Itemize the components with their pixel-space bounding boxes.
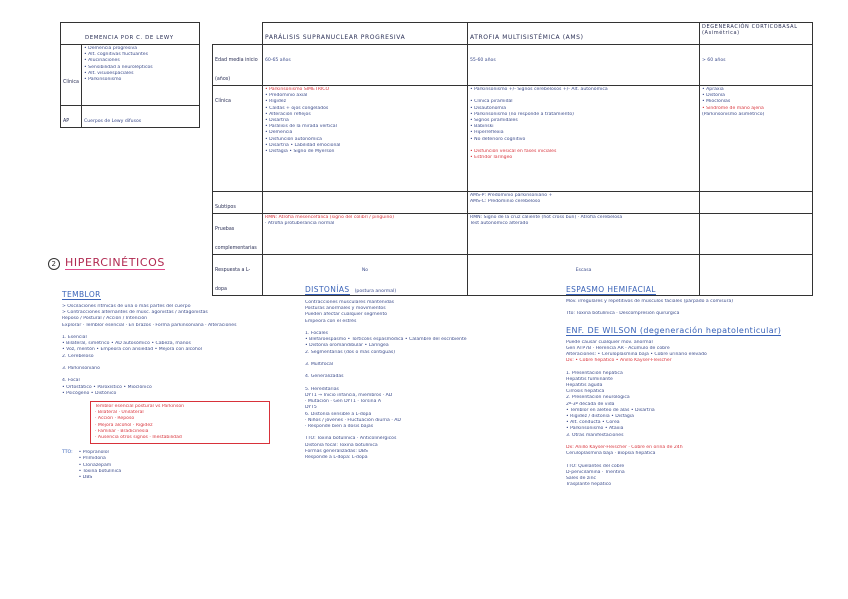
parkinsonism-table-wrap bbox=[212, 22, 812, 296]
clinica-psp-line: • Predominio axial bbox=[265, 93, 308, 99]
temblor-box-lines bbox=[95, 404, 265, 441]
cell-ldopa-psp: No bbox=[361, 268, 369, 273]
clinica-dcb-line: • Mioclonías bbox=[702, 99, 731, 105]
clinica-psp-line: • Alteración reflejos bbox=[265, 111, 311, 117]
lewy-clinica-item: • Alt. cognitivas fluctuantes bbox=[84, 52, 149, 58]
distonias-subtitle: (postura anormal) bbox=[354, 289, 397, 294]
wilson-line: Ceruloplasmina baja · Biopsia hepática bbox=[566, 451, 656, 457]
lewy-clinica-item: • Sensibilidad a neurolépticos bbox=[84, 64, 153, 70]
cell-subtipos-ams bbox=[470, 193, 697, 205]
distonias-line: Posturas anormales y movimientos bbox=[305, 306, 386, 312]
distonias-line: • Blefaroespasmo • Tortícolis espasmódica • Calambre del escribiente bbox=[305, 337, 467, 343]
temblor-lines bbox=[62, 304, 287, 397]
temblor-line: • Voz, mentón • Empeora con ansiedad • Mejora con alcohol bbox=[62, 347, 202, 353]
cell-clinica-psp bbox=[265, 87, 465, 155]
espasmo-title: ESPASMO HEMIFACIAL bbox=[566, 285, 656, 294]
distonias-line: 4. Generalizadas bbox=[305, 374, 344, 380]
distonias-line: Empeora con el estrés bbox=[305, 318, 357, 324]
temblor-line: 2. Cerebeloso bbox=[62, 353, 94, 359]
row-label-subtipos: Subtipos bbox=[215, 205, 236, 210]
lewy-clinica-item: • Parkinsonismo bbox=[84, 77, 122, 83]
wilson-line: Hepatitis aguda bbox=[566, 383, 603, 389]
pruebas-psp-line: RMN: Atrofia mesencefálica (signo del colibrí / pingüino) bbox=[265, 215, 394, 220]
table-row-clinica bbox=[213, 86, 813, 192]
temblor-box-line: · Familiar · Bradicinesia bbox=[95, 428, 149, 434]
wilson-line: Hepatitis fulminante bbox=[566, 376, 613, 382]
wilson-line: • Temblor en aleteo de alas • Disartria bbox=[566, 407, 655, 413]
lewy-card bbox=[60, 22, 200, 128]
clinica-psp-line: • Parkinsonismo SIMÉTRICO bbox=[265, 87, 330, 92]
header-dcb-text: DEGENERACIÓN CORTICOBASAL (Asimétrica) bbox=[702, 24, 798, 36]
distonias-line: 1. Focales bbox=[305, 331, 328, 337]
distonias-line: TTO: Toxina botulínica · Anticolinérgicos bbox=[305, 436, 397, 442]
clinica-psp-line: • Caídas + ojos congelados bbox=[265, 105, 329, 111]
clinica-ams-line: • Parkinsonismo (no responde a tratamiento) bbox=[470, 111, 574, 117]
wilson-line: Trasplante hepático bbox=[566, 482, 612, 488]
lewy-table bbox=[60, 22, 200, 128]
temblor-box-line: · Ausencia otros signos · Inestabilidad bbox=[95, 435, 182, 441]
temblor-line: • Psicógeno • Distónico bbox=[62, 390, 117, 396]
cell-pruebas-psp bbox=[265, 215, 465, 227]
pruebas-ams-line: Test autonómico alterado bbox=[470, 221, 529, 227]
wilson-line: 1. Presentación hepática bbox=[566, 370, 623, 376]
cell-edad-dcb: > 60 años bbox=[702, 58, 726, 63]
lewy-clinica-label: Clínica bbox=[63, 80, 79, 85]
lewy-clinica-item: • Alt. visuoespaciales bbox=[84, 70, 134, 76]
distonias-line: 3. Multifocal bbox=[305, 362, 334, 368]
clinica-ams-line: • Clínica piramidal bbox=[470, 99, 513, 105]
temblor-box-line: Temblor esencial postural vs Parkinson bbox=[95, 404, 185, 410]
clinica-psp-line: • Disartria • Labilidad emocional bbox=[265, 142, 341, 148]
clinica-psp-line: • Rígidez bbox=[265, 99, 286, 105]
wilson-line: • Alt. conducta • Corea bbox=[566, 420, 620, 426]
temblor-tto-item: • DBS bbox=[78, 475, 93, 481]
wilson-line: Dx: Anillo Kayser-Fleischer · Cobre en orina de 24h bbox=[566, 445, 683, 451]
distonias-line: 6. Distonía sensible a L-dopa bbox=[305, 411, 372, 417]
lewy-ap-label-cell bbox=[61, 106, 82, 128]
temblor-line: 4. Focal bbox=[62, 378, 80, 384]
distonias-line: · Mutación · Gen DYT1 · Torsina A bbox=[305, 399, 381, 405]
clinica-psp-line: • Disartria bbox=[265, 118, 289, 124]
clinica-psp-line: • Parálisis de la mirada vertical bbox=[265, 124, 337, 130]
lewy-clinica-item: • Demencia progresiva bbox=[84, 46, 138, 51]
clinica-psp-line: • Demencia bbox=[265, 130, 293, 136]
wilson-line: Sales de zinc bbox=[566, 476, 597, 482]
parkinsonism-table bbox=[212, 22, 813, 296]
temblor-line: • Bilateral, simétrico • AD autosómico • Cabeza, manos bbox=[62, 341, 191, 347]
wilson-line: Cirrosis hepática bbox=[566, 389, 605, 395]
temblor-box-line: · Mejora alcohol · Rigidez bbox=[95, 422, 153, 428]
table-row-pruebas bbox=[213, 214, 813, 255]
clinica-psp-line: • Disfagia • Signo de Myerson bbox=[265, 149, 335, 155]
distonias-line: 5. Hereditarias bbox=[305, 386, 339, 392]
espasmo-line: Mov. irregulares y repetitivos de músculos faciales (párpado a comisura) bbox=[566, 299, 734, 304]
lewy-title bbox=[61, 23, 200, 45]
temblor-line: > Oscilaciones rítmicas de una o más partes del cuerpo bbox=[62, 304, 191, 309]
distonias-title: DISTONÍAS bbox=[305, 285, 350, 294]
clinica-ams-line: • Estridor laríngeo bbox=[470, 155, 513, 161]
lewy-clinica-cell bbox=[82, 45, 200, 106]
temblor-line: • Ortostático • Paroxístico • Mioclónico bbox=[62, 384, 152, 390]
distonias-line: 2. Segmentarias (dos o más contiguas) bbox=[305, 349, 396, 355]
header-ams-text: ATROFIA MULTISISTÉMICA (AMS) bbox=[470, 34, 584, 41]
temblor-line: 3. Parkinsoniano bbox=[62, 366, 100, 372]
lewy-title-text: DEMENCIA POR C. DE LEWY bbox=[85, 35, 174, 41]
espasmo-lines bbox=[566, 299, 826, 318]
distonias-line: Responde a L-dopa: L-dopa bbox=[305, 455, 368, 461]
header-psp bbox=[263, 23, 468, 45]
cell-clinica-dcb bbox=[702, 87, 810, 118]
cell-edad-psp: 60-65 años bbox=[265, 58, 291, 63]
lewy-clinica-label-cell bbox=[61, 45, 82, 106]
wilson-line: 3. Otras manifestaciones bbox=[566, 432, 624, 438]
wilson-line: TTO: Quelantes del cobre bbox=[566, 463, 625, 469]
lewy-clinica-item: • Alucinaciones bbox=[84, 58, 120, 64]
subtipos-ams-line: AMS-C: Predominio cerebeloso bbox=[470, 199, 541, 205]
clinica-ams-line: • Disautonomía bbox=[470, 105, 507, 111]
clinica-ams-line: • Babinski bbox=[470, 124, 494, 130]
temblor-line: Reposo / Postural / Acción / Intención bbox=[62, 316, 148, 322]
temblor-comparison-box bbox=[90, 401, 270, 444]
temblor-tto-list bbox=[79, 450, 122, 481]
distonias-lines bbox=[305, 300, 545, 461]
wilson-line: 2ª-3ª década de vida bbox=[566, 401, 615, 407]
clinica-ams-line: • Disfunción vesical en fases iniciales bbox=[470, 149, 557, 155]
header-ams bbox=[468, 23, 700, 45]
temblor-line: > Contracciones alternantes de músc. agonistas / antagonistas bbox=[62, 310, 208, 316]
clinica-dcb-line: • Apraxia bbox=[702, 87, 724, 92]
distonias-line: • Distonía oromandibular • Laríngea bbox=[305, 343, 389, 349]
wilson-line: D-penicilamina · Trientina bbox=[566, 469, 625, 475]
distonias-line: · Responde bien a dosis bajas bbox=[305, 424, 374, 430]
temblor-tto bbox=[62, 450, 287, 481]
wilson-line: • Rigidez / distonía • Disfagia bbox=[566, 414, 634, 420]
wilson-lines bbox=[566, 340, 826, 489]
wilson-line: 2. Presentación neurológica bbox=[566, 395, 630, 401]
distonias-line: · Niños / jóvenes · Fluctuación diurna · AD bbox=[305, 417, 401, 423]
wilson-line: Puede causar cualquier mov. anormal bbox=[566, 339, 653, 345]
distonias-line: DYT1 → Inicio infancia, miembros · AD bbox=[305, 393, 393, 399]
temblor-tto-item: • Propranolol bbox=[78, 450, 109, 456]
distonias-line: Distonía focal: Toxina botulínica bbox=[305, 442, 378, 448]
section-number: 2 bbox=[48, 258, 60, 270]
distonias-line: Contracciones musculares mantenidas bbox=[305, 300, 395, 305]
section-hipercineticos bbox=[48, 256, 165, 270]
wilson-line: • Parkinsonismo • Ataxia bbox=[566, 426, 624, 432]
temblor-tto-item: • Primidona bbox=[78, 456, 106, 462]
lewy-clinica-list bbox=[84, 46, 197, 83]
cell-edad-ams: 55-60 años bbox=[470, 58, 496, 63]
wilson-line: Alteraciones: • Ceruloplasmina baja • Cobre urinario elevado bbox=[566, 352, 707, 358]
clinica-ams-line: • Parkinsonismo +/- Signos cerebelosos +/- Alt. autonómica bbox=[470, 87, 608, 92]
temblor-tto-item: • Clonazepam bbox=[78, 462, 112, 468]
distonias-line: Pueden afectar cualquier segmento bbox=[305, 312, 388, 318]
wilson-title: ENF. DE WILSON (degeneración hepatolenticular) bbox=[566, 325, 782, 335]
row-label-clinica: Clínica bbox=[215, 99, 231, 104]
temblor-box-line: · Bilateral · Unilateral bbox=[95, 410, 144, 416]
espasmo-line: Tto: Toxina botulínica · Descompresión quirúrgica bbox=[566, 311, 680, 317]
temblor-box-line: · Acción · Reposo bbox=[95, 416, 135, 422]
lewy-ap-cell bbox=[82, 106, 200, 128]
pruebas-psp-line: · Atrofia protuberancia normal bbox=[265, 221, 335, 227]
row-label-edad: Edad media inicio (años) bbox=[215, 58, 258, 82]
temblor-line: 1. Esencial bbox=[62, 335, 87, 341]
temblor-tto-label: TTO: bbox=[62, 450, 73, 456]
clinica-ams-line: • No deterioro cognitivo bbox=[470, 136, 526, 142]
pruebas-ams-line: RMN: Signo de la cruz caliente (hot cross bun) · Atrofia cerebelosa bbox=[470, 215, 623, 220]
temblor-column bbox=[62, 282, 287, 481]
header-psp-text: PARÁLISIS SUPRANUCLEAR PROGRESIVA bbox=[265, 34, 406, 41]
distonias-line: DYT5 bbox=[305, 405, 317, 411]
table-row-edad bbox=[213, 45, 813, 86]
temblor-title: TEMBLOR bbox=[62, 290, 101, 299]
header-dcb bbox=[700, 23, 813, 45]
table-header-row bbox=[213, 23, 813, 45]
cell-pruebas-ams bbox=[470, 215, 697, 227]
clinica-dcb-line: • Distonía bbox=[702, 93, 725, 99]
subtipos-ams-line: AMS-P: Predominio parkinsoniano + bbox=[470, 193, 553, 198]
wilson-line: Gen ATP7B · Herencia AR · Acúmulo de cobre bbox=[566, 345, 670, 351]
wilson-line: Dx: • Cobre hepático • Anillo Kayser-Fleischer bbox=[566, 358, 672, 364]
row-label-pruebas: Pruebas complementarias bbox=[215, 227, 257, 251]
header-empty bbox=[213, 23, 263, 45]
cell-clinica-ams bbox=[470, 87, 697, 161]
distonias-column bbox=[305, 277, 545, 461]
temblor-tto-item: • Toxina botulínica bbox=[78, 468, 122, 474]
section-title: HIPERCINÉTICOS bbox=[65, 256, 165, 269]
clinica-ams-line: • Hiperreflexia bbox=[470, 130, 504, 136]
cell-ldopa-ams: Escasa bbox=[575, 268, 592, 273]
distonias-line: Formas generalizadas: DBS bbox=[305, 448, 368, 454]
clinica-psp-line: • Disfunción autonómica bbox=[265, 136, 322, 142]
clinica-ams-line: • Signos piramidales bbox=[470, 118, 518, 124]
clinica-dcb-line: • Síndrome de mano ajena bbox=[702, 105, 764, 111]
temblor-line: Explorar · Temblor esencial · En brazos · Forma parkinsoniana · Alteraciones bbox=[62, 322, 237, 328]
espasmo-column bbox=[566, 277, 826, 488]
table-row-subtipos bbox=[213, 192, 813, 214]
clinica-dcb-line: (Parkinsonismo asimétrico) bbox=[702, 111, 765, 117]
lewy-ap-label: AP bbox=[63, 119, 70, 124]
row-label-ldopa: Respuesta a L-dopa bbox=[215, 268, 251, 292]
lewy-ap-text: Cuerpos de Lewy difusos bbox=[84, 119, 142, 124]
